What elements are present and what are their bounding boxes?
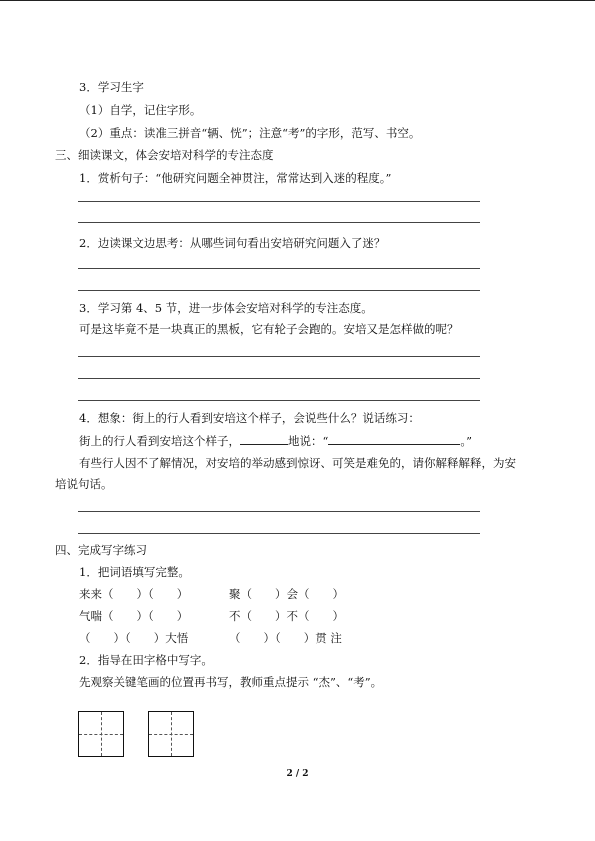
question-2: 2．边读课文边思考：从哪些词句看出安培研究问题入了迷？ bbox=[79, 236, 386, 250]
word-blank-1: 来来（ ）（ ） bbox=[79, 587, 189, 601]
word-blank-3: 气喘（ ）（ ） bbox=[79, 609, 189, 623]
word-blank-6: （ ）（ ）贯 注 bbox=[229, 631, 342, 645]
s4-question-1: 1．把词语填写完整。 bbox=[79, 565, 190, 579]
word-blank-4: 不（ ）不（ ） bbox=[229, 609, 344, 623]
question-4-explain-cont: 培说句话。 bbox=[55, 477, 113, 491]
fill-blank[interactable] bbox=[328, 433, 460, 445]
s3-point-1: （1）自学，记住字形。 bbox=[79, 103, 202, 117]
question-4-explain: 有些行人因不了解情况，对安培的举动感到惊讶、可笑是难免的，请你解释解释，为安 bbox=[79, 456, 516, 470]
q4-text-a: 街上的行人看到安培这个样子， bbox=[79, 434, 240, 448]
writing-grid-box[interactable] bbox=[78, 711, 124, 757]
answer-line bbox=[78, 222, 480, 223]
page-number: 2 / 2 bbox=[286, 769, 309, 779]
question-3: 3．学习第 4、5 节，进一步体会安培对科学的专注态度。 bbox=[79, 301, 373, 315]
word-blank-5: （ ）（ ）大悟 bbox=[79, 631, 189, 645]
s3-point-2: （2）重点：读准三拼音“辆、恍”；注意“考”的字形，范写、书空。 bbox=[79, 126, 421, 140]
question-1: 1．赏析句子：“他研究问题全神贯注，常常达到入迷的程度。” bbox=[79, 171, 392, 185]
answer-line bbox=[78, 268, 480, 269]
question-3-detail: 可是这毕竟不是一块真正的黑板，它有轮子会跑的。安培又是怎样做的呢？ bbox=[79, 322, 459, 336]
answer-line bbox=[78, 201, 480, 202]
section-3-title: 3．学习生字 bbox=[79, 80, 144, 94]
word-blank-2: 聚（ ）会（ ） bbox=[229, 587, 344, 601]
q4-text-c: 。” bbox=[460, 434, 473, 448]
answer-line bbox=[78, 378, 480, 379]
answer-line bbox=[78, 511, 480, 512]
answer-line bbox=[78, 400, 480, 401]
fill-blank[interactable] bbox=[240, 433, 288, 445]
part-3-heading: 三、细读课文，体会安培对科学的专注态度 bbox=[55, 148, 274, 162]
answer-line bbox=[78, 533, 480, 534]
question-4-sentence bbox=[79, 433, 472, 448]
s4-question-2-hint: 先观察关键笔画的位置再书写，教师重点提示 “杰”、“考”。 bbox=[79, 675, 383, 689]
answer-line bbox=[78, 290, 480, 291]
q4-text-b: 地说：“ bbox=[288, 434, 329, 448]
answer-line bbox=[78, 356, 480, 357]
top-border bbox=[0, 0, 595, 1]
question-4: 4．想象：街上的行人看到安培这个样子，会说些什么？说话练习： bbox=[79, 411, 420, 425]
writing-grid-box[interactable] bbox=[148, 711, 194, 757]
s4-question-2: 2．指导在田字格中写字。 bbox=[79, 653, 213, 667]
part-4-heading: 四、完成写字练习 bbox=[55, 543, 147, 557]
